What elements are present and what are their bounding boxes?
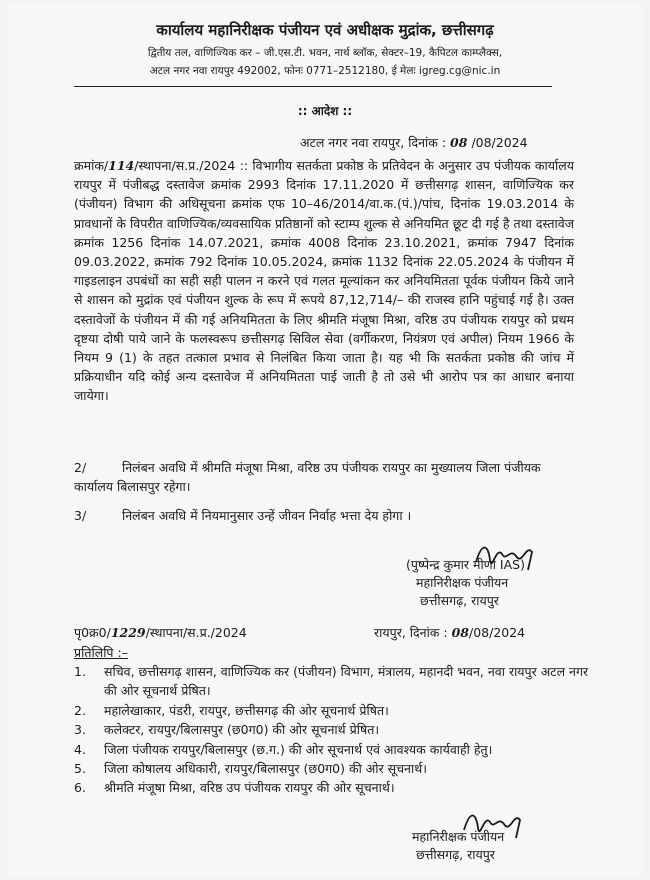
handwritten-endorsement-day: 08 xyxy=(451,625,469,640)
endorsement-suffix: /स्थापना/स.प्र./2024 xyxy=(145,625,247,640)
paragraph-2-number: 2/ xyxy=(74,460,87,475)
endorsement-date-label: रायपुर, दिनांक : xyxy=(374,625,448,640)
handwritten-day: 08 xyxy=(450,135,468,150)
place-label: अटल नगर नवा रायपुर, दिनांक : xyxy=(300,135,447,150)
paragraph-3 xyxy=(74,506,574,525)
copy-to-label: प्रतिलिपि :– xyxy=(74,645,128,660)
endorsement-date xyxy=(374,624,525,641)
signatory-1 xyxy=(406,556,525,610)
paragraph-1 xyxy=(74,156,574,406)
endorsement-row xyxy=(74,624,574,641)
copy-to-list xyxy=(74,662,594,798)
date-rest: /08/2024 xyxy=(471,135,528,150)
order-heading: :: आदेश :: xyxy=(297,104,353,118)
endorsement-date-rest: /08/2024 xyxy=(469,625,526,640)
office-title: कार्यालय महानिरीक्षक पंजीयन एवं अधीक्षक मुद्रांक, छत्तीसगढ़ xyxy=(156,21,494,39)
office-address-line-1: द्वितीय तल, वाणिज्यिक कर – जी.एस.टी. भवन, नार्थ ब्लॉक, सेक्टर–19, कैपिटल काम्प्लैक्स, xyxy=(147,47,503,59)
signatory-1-designation: महानिरीक्षक पंजीयन xyxy=(416,575,509,590)
list-item: 4. जिला पंजीयक रायपुर/बिलासपुर (छ.ग.) की ओर सूचनार्थ एवं आवश्यक कार्यवाही हेतु। xyxy=(74,741,493,757)
paragraph-3-number: 3/ xyxy=(74,508,87,523)
paragraph-3-text: निलंबन अवधि में नियमानुसार उन्हें जीवन निर्वाह भत्ता देय होगा । xyxy=(122,508,412,523)
list-item: 2. महालेखाकार, पंडरी, रायपुर, छत्तीसगढ़ की ओर सूचनार्थ प्रेषित। xyxy=(74,702,389,718)
signatory-2 xyxy=(412,828,504,864)
list-item: 1. सचिव, छत्तीसगढ़ शासन, वाणिज्यिक कर (पंजीयन) विभाग, मंत्रालय, महानदी भवन, नवा रायपुर अटल नगर की ओर सूचनार्थ प्रेषित। xyxy=(74,664,589,699)
signatory-2-designation: महानिरीक्षक पंजीयन xyxy=(412,829,505,844)
list-item: 6. श्रीमति मंजूषा मिश्रा, वरिष्ठ उप पंजीयक रायपुर की ओर सूचनार्थ। xyxy=(74,780,395,796)
handwritten-endorsement-number: 1229 xyxy=(110,625,146,640)
paragraph-2 xyxy=(74,458,574,496)
order-place-date xyxy=(300,134,528,151)
handwritten-order-number: 114 xyxy=(108,158,135,173)
paragraph-1-text: /स्थापना/स.प्र./2024 :: विभागीय सतर्कता प्रकोष्ठ के प्रतिवेदन के अनुसार उप पंजीयक कार्यालय रायपुर में पंजीबद्ध दस्तावेज क्रमांक 2993 दिनांक 17.11.2020 में छत्तीसगढ़ शासन, वाणिज्यिक कर (पंजीयन) विभाग की अधिसूचना क्रमांक एफ 10–46/2014/वा.क.(पं.)/पांच, दिनांक 19.03.2014 के प्रावधानों के विपरीत वाणिज्यिक/व्यवसायिक प्रतिष्ठानों को स्टाम्प शुल्क से अनियमित छूट दी गई है तथा दस्तावेज क्रमांक 1256 दिनांक 14.07.2021, क्रमांक 4008 दिनांक 23.10.2021, क्रमांक 7947 दिनांक 09.03.2022, क्रमांक 792 दिनांक 10.05.2024, क्रमांक 1132 दिनांक 22.05.2024 के पंजीयन में गाइडलाइन उपबंधों का सही सही पालन न करने एवं गलत मूल्यांकन कर अनियमितता पूर्वक पंजीयन किये जाने से शासन को मुद्रांक एवं पंजीयन शुल्क के रूप में रूपये 87,12,714/– की राजस्व हानि पहुंचाई गई है। उक्त दस्तावेजों के पंजीयन में की गई अनियमितता के लिए श्रीमति मंजूषा मिश्रा, वरिष्ठ उप पंजीयक रायपुर को प्रथम दृष्टया दोषी पाये जाने के फलस्वरूप छत्तीसगढ़ सिविल सेवा (वर्गीकरण, नियंत्रण एवं अपील) नियम 1966 के नियम 9 (1) के तहत तत्काल प्रभाव से निलंबित किया जाता है। यह भी कि सतर्कता प्रकोष्ठ की जांच में प्रक्रियाधीन यदि कोई अन्य दस्तावेज में अनियमितता पाई जाती है तो उसे भी आरोप पत्र का आधार बनाया जायेगा। xyxy=(74,158,574,404)
signatory-2-place: छत्तीसगढ़, रायपुर xyxy=(416,847,495,862)
office-address-line-2: अटल नगर नवा रायपुर 492002, फोनः 0771–2512180, ई मेलः igreg.cg@nic.in xyxy=(149,65,501,77)
paragraph-2-text: निलंबन अवधि में श्रीमति मंजूषा मिश्रा, वरिष्ठ उप पंजीयक रायपुर का मुख्यालय जिला पंजीयक कार्यालय बिलासपुर रहेगा। xyxy=(74,460,541,495)
signatory-1-name: (पुष्पेन्द्र कुमार मीणा IAS) xyxy=(406,557,525,572)
order-number-prefix: क्रमांक/ xyxy=(74,158,109,173)
list-item: 3. कलेक्टर, रायपुर/बिलासपुर (छ0ग0) की ओर सूचनार्थ प्रेषित। xyxy=(74,722,380,738)
endorsement-prefix: पृ0क्र0/ xyxy=(74,625,111,640)
signatory-1-place: छत्तीसगढ़, रायपुर xyxy=(420,593,499,608)
header-divider xyxy=(74,86,552,87)
list-item: 5. जिला कोषालय अधिकारी, रायपुर/बिलासपुर (छ0ग0) की ओर सूचनार्थ। xyxy=(74,761,427,777)
